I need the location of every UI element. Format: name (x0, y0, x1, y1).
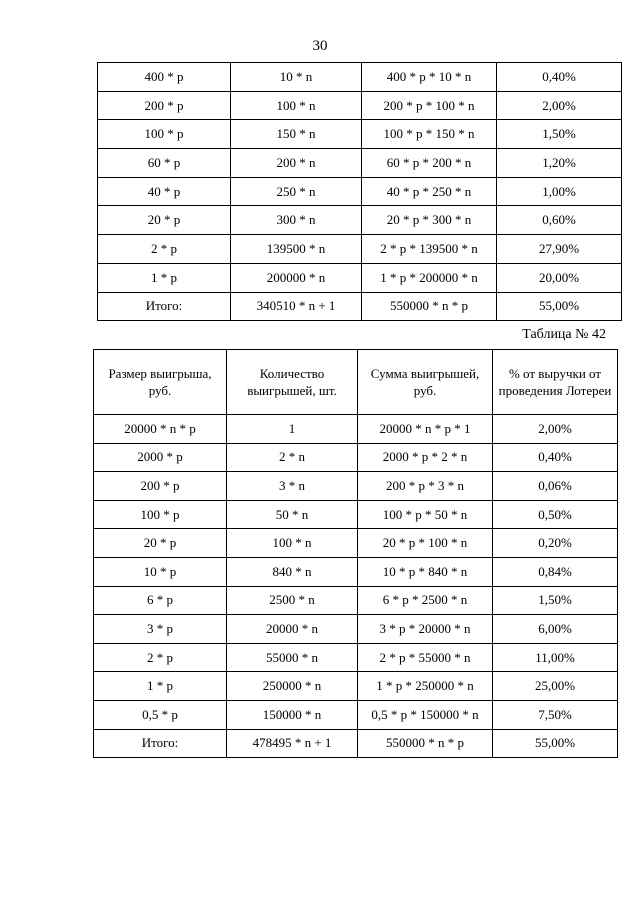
cell-prize-size: 40 * p (98, 177, 231, 206)
cell-prize-sum: 550000 * n * p (362, 292, 497, 321)
cell-prize-count: 150000 * n (227, 700, 358, 729)
cell-prize-size: 200 * p (98, 91, 231, 120)
cell-prize-count: 300 * n (231, 206, 362, 235)
cell-revenue-percent: 1,20% (497, 149, 622, 178)
table-row (94, 557, 618, 586)
cell-prize-count: 100 * n (227, 529, 358, 558)
table-row (94, 700, 618, 729)
cell-prize-count: 150 * n (231, 120, 362, 149)
header-revenue-percent: % от выручки от проведения Лотереи (493, 350, 618, 415)
cell-prize-size: 20 * p (94, 529, 227, 558)
cell-prize-count: 250000 * n (227, 672, 358, 701)
cell-prize-sum: 6 * p * 2500 * n (358, 586, 493, 615)
cell-prize-count: 50 * n (227, 500, 358, 529)
cell-revenue-percent: 0,20% (493, 529, 618, 558)
cell-revenue-percent: 6,00% (493, 615, 618, 644)
cell-prize-size: Итого: (94, 729, 227, 758)
table-42-body (94, 415, 618, 758)
cell-prize-sum: 100 * p * 50 * n (358, 500, 493, 529)
cell-prize-size: 1 * p (94, 672, 227, 701)
cell-prize-sum: 40 * p * 250 * n (362, 177, 497, 206)
cell-prize-size: 200 * p (94, 472, 227, 501)
cell-prize-size: Итого: (98, 292, 231, 321)
cell-prize-sum: 20 * p * 100 * n (358, 529, 493, 558)
cell-revenue-percent: 27,90% (497, 235, 622, 264)
cell-prize-count: 840 * n (227, 557, 358, 586)
cell-prize-sum: 200 * p * 100 * n (362, 91, 497, 120)
cell-prize-size: 20 * p (98, 206, 231, 235)
cell-prize-sum: 1 * p * 200000 * n (362, 263, 497, 292)
cell-revenue-percent: 25,00% (493, 672, 618, 701)
cell-revenue-percent: 0,84% (493, 557, 618, 586)
table-row (98, 235, 622, 264)
cell-revenue-percent: 0,40% (497, 63, 622, 92)
table-row (98, 292, 622, 321)
cell-revenue-percent: 11,00% (493, 643, 618, 672)
cell-prize-count: 478495 * n + 1 (227, 729, 358, 758)
cell-prize-count: 139500 * n (231, 235, 362, 264)
table-prev-body (98, 63, 622, 321)
table-row (94, 415, 618, 444)
cell-revenue-percent: 55,00% (493, 729, 618, 758)
cell-revenue-percent: 0,40% (493, 443, 618, 472)
cell-prize-size: 60 * p (98, 149, 231, 178)
cell-revenue-percent: 55,00% (497, 292, 622, 321)
table-row (98, 177, 622, 206)
cell-prize-sum: 2000 * p * 2 * n (358, 443, 493, 472)
table-row (98, 206, 622, 235)
cell-prize-size: 2 * p (94, 643, 227, 672)
cell-prize-count: 55000 * n (227, 643, 358, 672)
cell-revenue-percent: 0,06% (493, 472, 618, 501)
cell-prize-sum: 200 * p * 3 * n (358, 472, 493, 501)
cell-prize-count: 200 * n (231, 149, 362, 178)
cell-revenue-percent: 0,50% (493, 500, 618, 529)
prize-table-continued (97, 62, 622, 321)
cell-prize-count: 2 * n (227, 443, 358, 472)
table-row (94, 586, 618, 615)
cell-prize-count: 2500 * n (227, 586, 358, 615)
cell-prize-count: 20000 * n (227, 615, 358, 644)
cell-prize-sum: 20 * p * 300 * n (362, 206, 497, 235)
cell-prize-size: 6 * p (94, 586, 227, 615)
cell-prize-count: 10 * n (231, 63, 362, 92)
cell-prize-size: 400 * p (98, 63, 231, 92)
table-header-row (94, 350, 618, 415)
cell-prize-sum: 3 * p * 20000 * n (358, 615, 493, 644)
cell-prize-sum: 550000 * n * p (358, 729, 493, 758)
cell-prize-count: 340510 * n + 1 (231, 292, 362, 321)
table-row (98, 149, 622, 178)
cell-prize-sum: 2 * p * 139500 * n (362, 235, 497, 264)
cell-prize-count: 100 * n (231, 91, 362, 120)
table-row (98, 120, 622, 149)
cell-prize-count: 3 * n (227, 472, 358, 501)
cell-revenue-percent: 1,00% (497, 177, 622, 206)
cell-prize-count: 200000 * n (231, 263, 362, 292)
table-row (98, 91, 622, 120)
cell-prize-size: 3 * p (94, 615, 227, 644)
cell-prize-sum: 60 * p * 200 * n (362, 149, 497, 178)
cell-revenue-percent: 2,00% (493, 415, 618, 444)
cell-prize-sum: 2 * p * 55000 * n (358, 643, 493, 672)
header-prize-sum: Сумма выигрышей, руб. (358, 350, 493, 415)
cell-prize-size: 10 * p (94, 557, 227, 586)
cell-revenue-percent: 1,50% (497, 120, 622, 149)
table-row (94, 729, 618, 758)
cell-prize-sum: 20000 * n * p * 1 (358, 415, 493, 444)
cell-prize-size: 100 * p (98, 120, 231, 149)
table-row (94, 672, 618, 701)
cell-prize-size: 0,5 * p (94, 700, 227, 729)
cell-prize-sum: 100 * p * 150 * n (362, 120, 497, 149)
table-caption: Таблица № 42 (522, 327, 606, 342)
cell-prize-count: 1 (227, 415, 358, 444)
table-row (94, 443, 618, 472)
table-row (98, 263, 622, 292)
cell-prize-sum: 10 * p * 840 * n (358, 557, 493, 586)
table-row (98, 63, 622, 92)
cell-prize-count: 250 * n (231, 177, 362, 206)
cell-prize-size: 100 * p (94, 500, 227, 529)
cell-prize-size: 2 * p (98, 235, 231, 264)
table-row (94, 500, 618, 529)
cell-prize-sum: 0,5 * p * 150000 * n (358, 700, 493, 729)
header-prize-size: Размер выигрыша, руб. (94, 350, 227, 415)
cell-revenue-percent: 1,50% (493, 586, 618, 615)
cell-prize-size: 1 * p (98, 263, 231, 292)
cell-prize-size: 20000 * n * p (94, 415, 227, 444)
table-row (94, 472, 618, 501)
cell-revenue-percent: 20,00% (497, 263, 622, 292)
header-prize-count: Количество выигрышей, шт. (227, 350, 358, 415)
table-row (94, 643, 618, 672)
prize-table-42 (93, 349, 618, 758)
page-number: 30 (312, 38, 328, 54)
cell-revenue-percent: 0,60% (497, 206, 622, 235)
cell-prize-size: 2000 * p (94, 443, 227, 472)
table-row (94, 529, 618, 558)
table-row (94, 615, 618, 644)
cell-prize-sum: 400 * p * 10 * n (362, 63, 497, 92)
cell-prize-sum: 1 * p * 250000 * n (358, 672, 493, 701)
cell-revenue-percent: 2,00% (497, 91, 622, 120)
cell-revenue-percent: 7,50% (493, 700, 618, 729)
